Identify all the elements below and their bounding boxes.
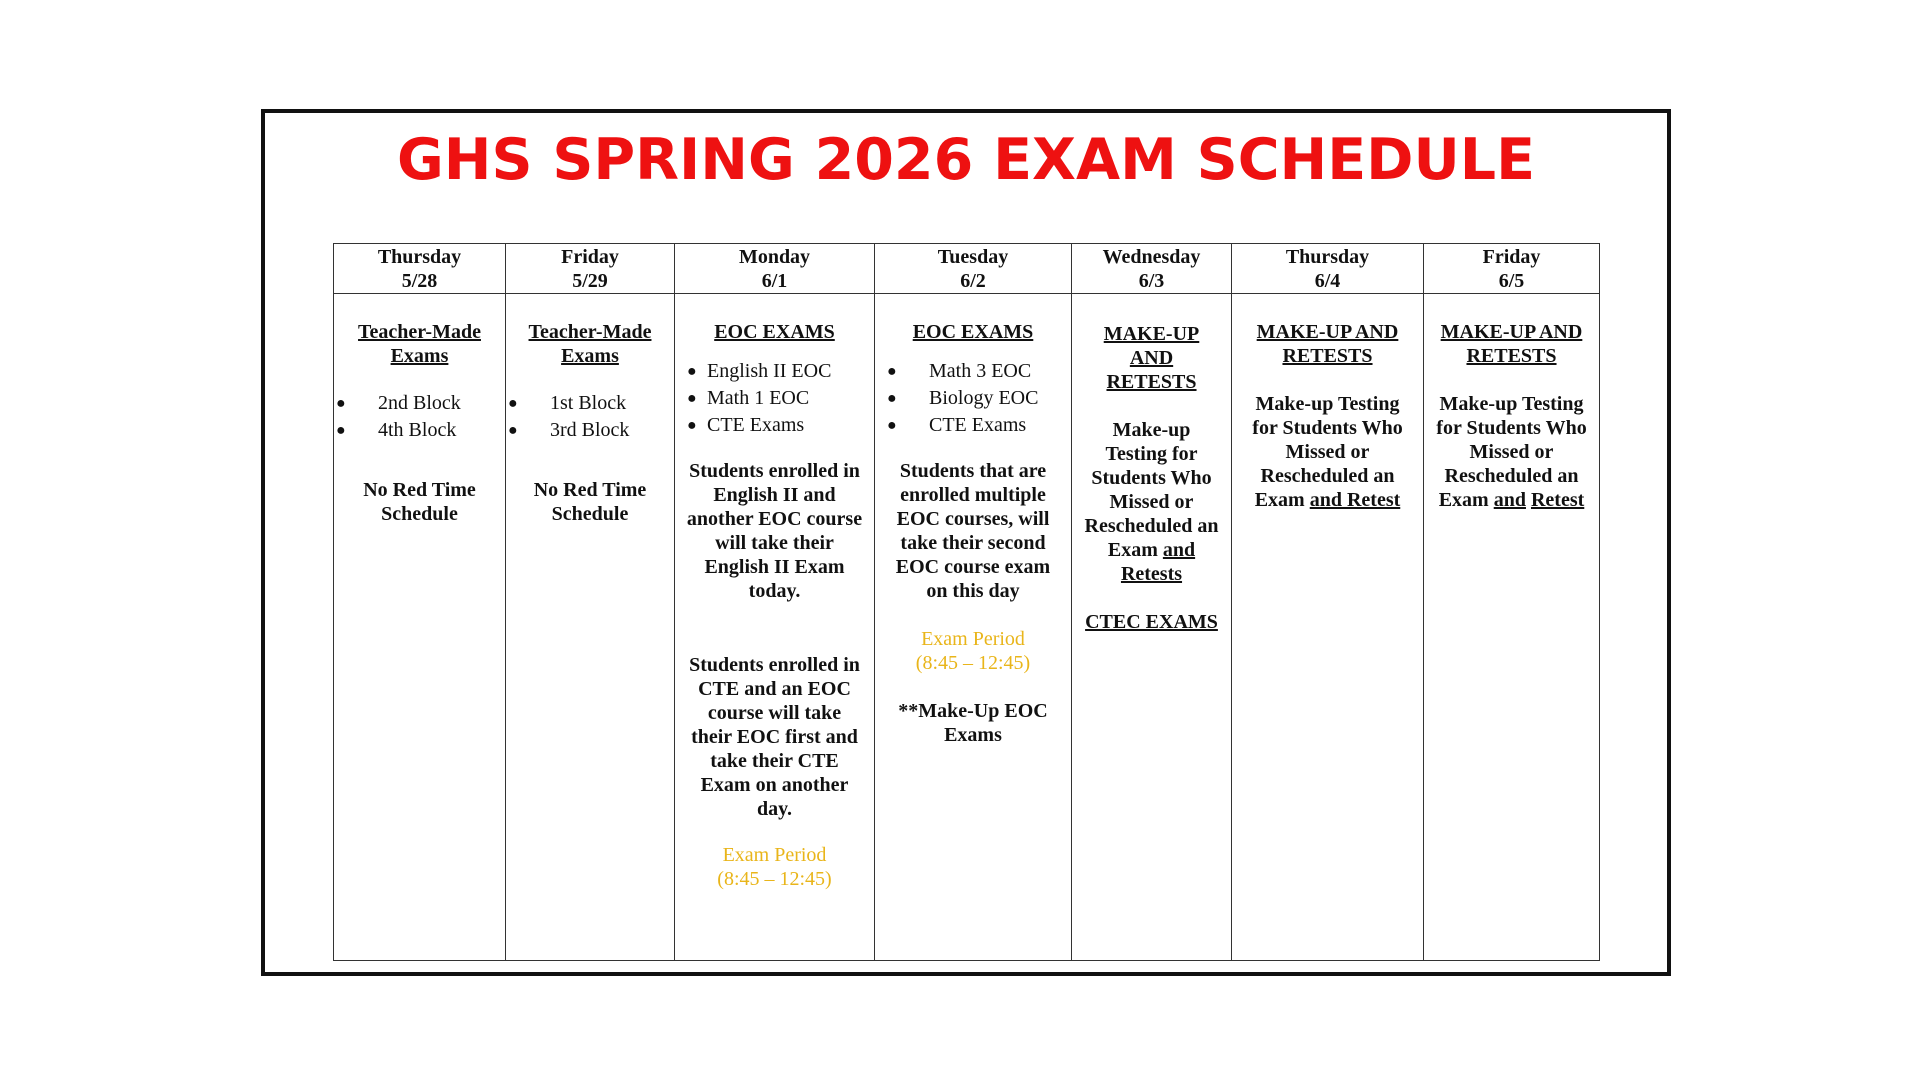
cell-heading: Teacher-Made Exams (528, 321, 652, 367)
cell-heading: MAKE-UP AND RETESTS (1440, 321, 1583, 367)
cell-wednesday-6-3 (1072, 294, 1232, 961)
list-item: ● CTE Exams (887, 414, 1027, 436)
cell-note: Students that are enrolled multiple EOC courses, will take their second EOC course exam on this day (895, 460, 1051, 602)
date-label: 6/5 (1498, 270, 1525, 292)
date-label: 6/2 (960, 270, 986, 292)
exam-schedule-table (333, 243, 1600, 961)
cell-tuesday-6-2 (875, 294, 1072, 961)
header-cell (1424, 244, 1600, 294)
date-label: 6/3 (1138, 270, 1165, 292)
list-item: ● English II EOC (687, 360, 832, 382)
exam-period-label: Exam Period (921, 628, 1025, 650)
list-item: ● 1st Block (508, 392, 627, 414)
list-item: ● 4th Block (336, 419, 457, 441)
table-header-row (334, 244, 1600, 294)
block-list (506, 390, 674, 444)
date-label: 5/29 (572, 270, 608, 292)
cell-thursday-5-28 (334, 294, 506, 961)
cell-note: Students enrolled in English II and another EOC course will take their English II Exam today. (686, 460, 863, 602)
cell-note: No Red Time Schedule (363, 479, 476, 525)
day-label: Thursday (1285, 246, 1370, 268)
cell-heading: EOC EXAMS (714, 321, 835, 343)
list-item: ● CTE Exams (687, 414, 805, 436)
cell-heading: EOC EXAMS (912, 321, 1034, 343)
cell-note: No Red Time Schedule (533, 479, 647, 525)
page-title: GHS SPRING 2026 EXAM SCHEDULE (396, 127, 1536, 193)
cell-heading: Teacher-Made Exams (358, 321, 481, 367)
day-label: Thursday (377, 246, 462, 268)
day-label: Friday (561, 246, 619, 268)
cell-heading-ctec: CTEC EXAMS (1085, 611, 1218, 633)
day-label: Wednesday (1102, 246, 1201, 268)
cell-note: Make-up Testing for Students Who Missed or Rescheduled an Exam and Retests (1084, 419, 1219, 585)
cell-note: Students enrolled in CTE and an EOC course will take their EOC first and take their CTE Exam on another day. (689, 654, 860, 820)
cell-heading: MAKE-UP AND RETESTS (1103, 323, 1200, 393)
table-body-row (334, 294, 1600, 961)
list-item: ● 3rd Block (508, 419, 630, 441)
cell-note: Make-up Testing for Students Who Missed or Rescheduled an Exam and Retest (1252, 393, 1403, 511)
schedule-frame (261, 109, 1671, 976)
cell-friday-5-29 (506, 294, 675, 961)
day-label: Friday (1482, 246, 1541, 268)
day-label: Monday (738, 246, 811, 268)
header-cell (1232, 244, 1424, 294)
day-label: Tuesday (937, 246, 1009, 268)
header-cell (1072, 244, 1232, 294)
header-cell (675, 244, 875, 294)
cell-monday-6-1 (675, 294, 875, 961)
header-cell (875, 244, 1072, 294)
header-cell (334, 244, 506, 294)
list-item: ● Biology EOC (887, 387, 1039, 409)
exam-period-time: (8:45 – 12:45) (717, 868, 832, 890)
exam-period-time: (8:45 – 12:45) (915, 652, 1031, 674)
date-label: 5/28 (401, 270, 438, 292)
date-label: 6/1 (761, 270, 788, 292)
list-item: ● Math 1 EOC (687, 387, 810, 409)
list-item: ● Math 3 EOC (887, 360, 1032, 382)
header-cell (506, 244, 675, 294)
cell-note: Make-up Testing for Students Who Missed or Rescheduled an Exam and Retest (1436, 393, 1587, 511)
cell-note: **Make-Up EOC Exams (898, 700, 1048, 746)
exam-period-label: Exam Period (722, 844, 827, 866)
date-label: 6/4 (1314, 270, 1341, 292)
list-item: ● 2nd Block (336, 392, 461, 414)
exam-list (675, 358, 874, 439)
exam-list (875, 358, 1071, 439)
cell-thursday-6-4 (1232, 294, 1424, 961)
block-list (334, 390, 505, 444)
cell-heading: MAKE-UP AND RETESTS (1256, 321, 1399, 367)
cell-friday-6-5 (1424, 294, 1600, 961)
